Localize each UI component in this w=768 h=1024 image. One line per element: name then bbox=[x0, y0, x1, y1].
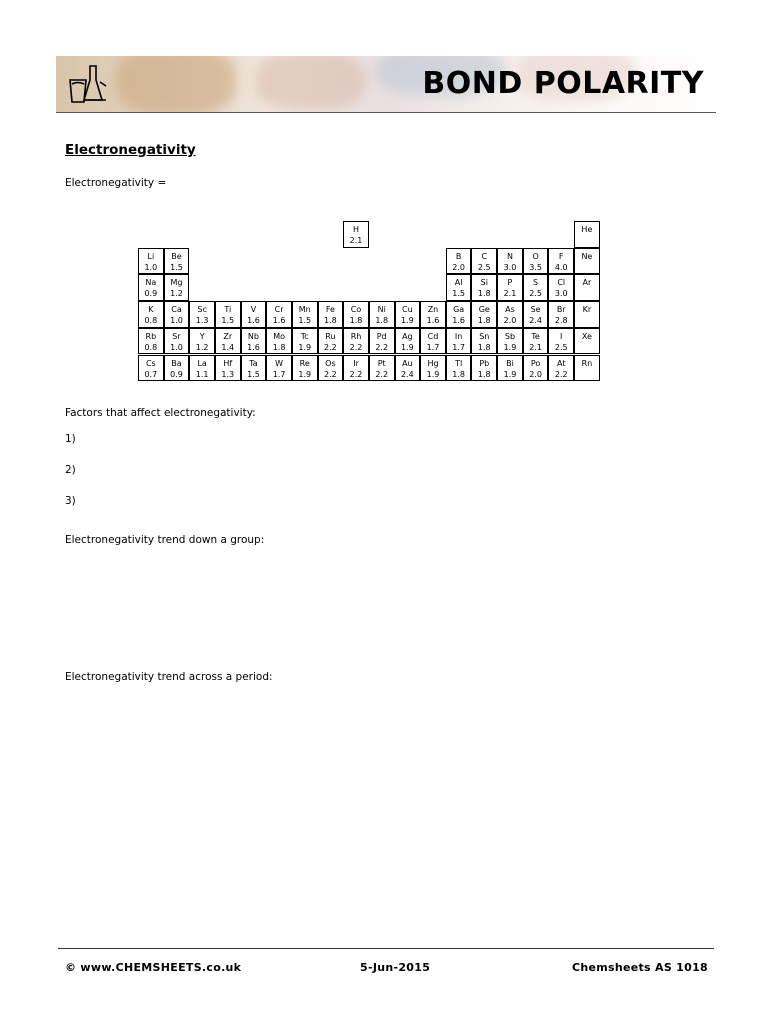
electronegativity-value: 1.8 bbox=[349, 316, 363, 326]
element-cell bbox=[574, 355, 600, 382]
element-symbol: Be bbox=[171, 251, 182, 261]
factor-number: 3) bbox=[65, 495, 76, 507]
electronegativity-value: 2.2 bbox=[349, 369, 363, 379]
element-symbol: Li bbox=[147, 251, 155, 261]
element-symbol: Mn bbox=[298, 305, 311, 315]
element-symbol: La bbox=[197, 358, 207, 368]
electronegativity-value: 1.8 bbox=[477, 342, 491, 352]
element-cell bbox=[164, 248, 190, 275]
element-symbol: K bbox=[148, 305, 154, 315]
element-cell bbox=[574, 221, 600, 248]
element-cell bbox=[343, 221, 369, 248]
element-symbol: Re bbox=[299, 358, 310, 368]
electronegativity-value: 2.0 bbox=[452, 262, 465, 272]
electronegativity-value: 1.0 bbox=[170, 342, 183, 352]
element-symbol: V bbox=[250, 305, 257, 315]
element-cell bbox=[574, 248, 600, 275]
electronegativity-value: 2.0 bbox=[529, 369, 542, 379]
element-symbol: Ru bbox=[325, 331, 336, 341]
element-symbol: Bi bbox=[506, 358, 514, 368]
element-cell bbox=[574, 301, 600, 328]
element-symbol: Ge bbox=[478, 305, 490, 315]
element-symbol: Te bbox=[531, 331, 540, 341]
element-cell bbox=[266, 355, 292, 382]
element-symbol: C bbox=[481, 251, 488, 261]
electronegativity-value: 1.1 bbox=[195, 369, 209, 379]
element-symbol: Pt bbox=[377, 358, 386, 368]
element-symbol: Au bbox=[402, 358, 413, 368]
element-symbol: Al bbox=[454, 278, 463, 288]
element-cell bbox=[471, 248, 497, 275]
electronegativity-value: 1.9 bbox=[298, 369, 312, 379]
electronegativity-value: 2.8 bbox=[554, 316, 568, 326]
electronegativity-value: 2.5 bbox=[477, 262, 491, 272]
element-cell bbox=[497, 328, 523, 355]
element-cell bbox=[395, 355, 421, 382]
footer-website: © www.CHEMSHEETS.co.uk bbox=[65, 961, 242, 974]
element-symbol: Mo bbox=[273, 331, 285, 341]
element-cell bbox=[241, 301, 267, 328]
electronegativity-value: 2.2 bbox=[375, 342, 389, 352]
electronegativity-value: 1.7 bbox=[272, 369, 286, 379]
banner-decoration bbox=[116, 56, 236, 113]
electronegativity-value: 1.5 bbox=[452, 289, 465, 299]
element-cell bbox=[523, 248, 549, 275]
element-cell bbox=[164, 355, 190, 382]
element-cell bbox=[420, 355, 446, 382]
electronegativity-value: 1.8 bbox=[324, 316, 337, 326]
banner-decoration bbox=[256, 56, 366, 111]
element-symbol: Ir bbox=[353, 358, 359, 368]
element-cell bbox=[523, 328, 549, 355]
electronegativity-value: 1.7 bbox=[452, 342, 465, 352]
element-symbol: He bbox=[581, 225, 593, 234]
electronegativity-value: 2.2 bbox=[554, 369, 568, 379]
electronegativity-value: 1.5 bbox=[170, 262, 183, 272]
electronegativity-value: 1.9 bbox=[503, 369, 517, 379]
element-symbol: Sr bbox=[172, 331, 181, 341]
electronegativity-value: 1.8 bbox=[375, 316, 389, 326]
footer-divider bbox=[58, 948, 714, 949]
element-cell bbox=[497, 301, 523, 328]
element-symbol: Na bbox=[145, 278, 157, 288]
element-cell bbox=[548, 274, 574, 301]
element-cell bbox=[164, 301, 190, 328]
element-cell bbox=[189, 301, 215, 328]
element-symbol: Po bbox=[530, 358, 541, 368]
element-symbol: P bbox=[507, 278, 513, 288]
electronegativity-value: 2.0 bbox=[503, 316, 517, 326]
element-cell bbox=[343, 328, 369, 355]
element-cell bbox=[446, 248, 472, 275]
element-symbol: Hg bbox=[427, 358, 439, 368]
element-cell bbox=[497, 248, 523, 275]
element-symbol: Cs bbox=[145, 358, 156, 368]
electronegativity-value: 2.1 bbox=[529, 342, 542, 352]
element-cell bbox=[497, 274, 523, 301]
electronegativity-value: 1.2 bbox=[170, 289, 183, 299]
electronegativity-value: 1.0 bbox=[144, 262, 158, 272]
element-cell bbox=[446, 274, 472, 301]
element-symbol: Zr bbox=[223, 331, 233, 341]
element-symbol: As bbox=[505, 305, 515, 315]
element-symbol: Rb bbox=[145, 331, 157, 341]
element-cell bbox=[471, 328, 497, 355]
factors-label: Factors that affect electronegativity: bbox=[65, 407, 256, 419]
element-cell bbox=[318, 301, 344, 328]
element-cell bbox=[138, 248, 164, 275]
factor-number: 2) bbox=[65, 464, 76, 476]
element-cell bbox=[471, 355, 497, 382]
element-symbol: Br bbox=[556, 305, 566, 315]
element-cell bbox=[446, 355, 472, 382]
element-symbol: Ca bbox=[171, 305, 182, 315]
electronegativity-value: 1.9 bbox=[426, 369, 440, 379]
element-cell bbox=[241, 328, 267, 355]
element-symbol: N bbox=[506, 251, 513, 261]
element-cell bbox=[189, 355, 215, 382]
element-symbol: W bbox=[275, 358, 284, 368]
element-symbol: I bbox=[560, 331, 563, 341]
electronegativity-value: 3.0 bbox=[554, 289, 568, 299]
electronegativity-value: 0.7 bbox=[144, 369, 158, 379]
element-cell bbox=[138, 355, 164, 382]
electronegativity-value: 1.6 bbox=[452, 316, 465, 326]
electronegativity-value: 1.6 bbox=[247, 316, 260, 326]
element-symbol: Y bbox=[199, 331, 205, 341]
electronegativity-value: 2.4 bbox=[529, 316, 542, 326]
element-cell bbox=[395, 301, 421, 328]
electronegativity-value: 1.5 bbox=[221, 316, 235, 326]
electronegativity-value: 1.3 bbox=[221, 369, 235, 379]
element-cell bbox=[164, 274, 190, 301]
element-symbol: In bbox=[454, 331, 463, 341]
element-symbol: F bbox=[558, 251, 564, 261]
electronegativity-value: 1.9 bbox=[298, 342, 312, 352]
element-cell bbox=[395, 328, 421, 355]
element-cell bbox=[497, 355, 523, 382]
element-symbol: Pd bbox=[376, 331, 387, 341]
electronegativity-value: 2.1 bbox=[503, 289, 517, 299]
electronegativity-value: 2.5 bbox=[554, 342, 568, 352]
element-cell bbox=[548, 248, 574, 275]
element-symbol: Ne bbox=[581, 251, 593, 261]
element-symbol: Cr bbox=[274, 305, 284, 315]
element-symbol: Hf bbox=[223, 358, 233, 368]
element-cell bbox=[343, 301, 369, 328]
element-symbol: Ti bbox=[224, 305, 232, 315]
electronegativity-value: 2.2 bbox=[349, 342, 363, 352]
header-banner bbox=[56, 56, 716, 113]
element-symbol: Sc bbox=[197, 305, 207, 315]
element-cell bbox=[471, 301, 497, 328]
electronegativity-value: 2.1 bbox=[349, 236, 363, 245]
element-cell bbox=[292, 355, 318, 382]
section-title: Electronegativity bbox=[65, 142, 196, 158]
element-symbol: Zn bbox=[427, 305, 439, 315]
element-cell bbox=[164, 328, 190, 355]
element-symbol: H bbox=[353, 225, 360, 234]
element-symbol: Ar bbox=[582, 278, 592, 288]
element-cell bbox=[343, 355, 369, 382]
element-cell bbox=[548, 328, 574, 355]
electronegativity-value: 1.8 bbox=[477, 289, 491, 299]
page-title: BOND POLARITY bbox=[422, 66, 704, 101]
electronegativity-value: 1.8 bbox=[452, 369, 465, 379]
element-symbol: Cl bbox=[557, 278, 566, 288]
element-symbol: Ag bbox=[402, 331, 413, 341]
element-symbol: Tl bbox=[455, 358, 463, 368]
element-symbol: Fe bbox=[325, 305, 335, 315]
element-symbol: Nb bbox=[247, 331, 259, 341]
electronegativity-value: 1.6 bbox=[426, 316, 440, 326]
element-symbol: Ba bbox=[171, 358, 182, 368]
electronegativity-value: 1.5 bbox=[298, 316, 312, 326]
element-cell bbox=[548, 301, 574, 328]
electronegativity-value: 3.5 bbox=[529, 262, 542, 272]
element-cell bbox=[215, 301, 241, 328]
electronegativity-value: 1.9 bbox=[503, 342, 517, 352]
element-cell bbox=[138, 274, 164, 301]
element-cell bbox=[471, 274, 497, 301]
element-cell bbox=[292, 328, 318, 355]
electronegativity-value: 1.3 bbox=[195, 316, 209, 326]
element-symbol: B bbox=[455, 251, 462, 261]
element-symbol: Rn bbox=[581, 358, 593, 368]
footer-code: Chemsheets AS 1018 bbox=[571, 961, 708, 974]
element-cell bbox=[138, 328, 164, 355]
element-symbol: Cd bbox=[427, 331, 439, 341]
element-symbol: Tc bbox=[300, 331, 309, 341]
electronegativity-value: 1.8 bbox=[272, 342, 286, 352]
electronegativity-value: 1.6 bbox=[247, 342, 260, 352]
electronegativity-value: 2.2 bbox=[375, 369, 389, 379]
electronegativity-value: 2.4 bbox=[400, 369, 414, 379]
element-symbol: Xe bbox=[581, 331, 592, 341]
electronegativity-value: 1.0 bbox=[170, 316, 183, 326]
lab-glassware-icon bbox=[64, 62, 110, 108]
element-symbol: Ta bbox=[249, 358, 258, 368]
element-cell bbox=[266, 328, 292, 355]
element-symbol: Se bbox=[530, 305, 541, 315]
electronegativity-value: 0.8 bbox=[144, 316, 158, 326]
element-symbol: O bbox=[532, 251, 539, 261]
element-cell bbox=[420, 301, 446, 328]
electronegativity-value: 1.7 bbox=[426, 342, 440, 352]
element-cell bbox=[523, 274, 549, 301]
element-symbol: Mg bbox=[170, 278, 183, 288]
element-symbol: Ni bbox=[377, 305, 386, 315]
electronegativity-value: 2.5 bbox=[529, 289, 542, 299]
trend-group-label: Electronegativity trend down a group: bbox=[65, 534, 265, 546]
element-cell bbox=[446, 328, 472, 355]
electronegativity-value: 1.2 bbox=[195, 342, 209, 352]
element-symbol: Os bbox=[325, 358, 336, 368]
trend-period-label: Electronegativity trend across a period: bbox=[65, 671, 273, 683]
electronegativity-value: 1.9 bbox=[400, 342, 414, 352]
element-symbol: Sn bbox=[479, 331, 490, 341]
element-cell bbox=[241, 355, 267, 382]
electronegativity-value: 1.8 bbox=[477, 369, 491, 379]
element-cell bbox=[420, 328, 446, 355]
electronegativity-value: 1.9 bbox=[400, 316, 414, 326]
element-cell bbox=[446, 301, 472, 328]
element-cell bbox=[523, 301, 549, 328]
element-symbol: Sb bbox=[504, 331, 516, 341]
element-symbol: S bbox=[533, 278, 539, 288]
element-cell bbox=[318, 328, 344, 355]
element-cell bbox=[318, 355, 344, 382]
element-cell bbox=[548, 355, 574, 382]
element-symbol: Si bbox=[480, 278, 488, 288]
element-cell bbox=[189, 328, 215, 355]
electronegativity-value: 2.2 bbox=[324, 342, 337, 352]
element-cell bbox=[523, 355, 549, 382]
element-cell bbox=[369, 328, 395, 355]
element-symbol: Kr bbox=[582, 305, 592, 315]
electronegativity-value: 4.0 bbox=[554, 262, 568, 272]
factor-number: 1) bbox=[65, 433, 76, 445]
definition-label: Electronegativity = bbox=[65, 177, 167, 189]
electronegativity-value: 0.9 bbox=[170, 369, 183, 379]
element-symbol: At bbox=[557, 358, 566, 368]
element-cell bbox=[292, 301, 318, 328]
electronegativity-value: 1.8 bbox=[477, 316, 491, 326]
element-cell bbox=[574, 328, 600, 355]
element-cell bbox=[138, 301, 164, 328]
element-symbol: Ga bbox=[453, 305, 465, 315]
electronegativity-value: 2.2 bbox=[324, 369, 337, 379]
electronegativity-value: 3.0 bbox=[503, 262, 517, 272]
element-cell bbox=[369, 355, 395, 382]
electronegativity-value: 0.8 bbox=[144, 342, 158, 352]
electronegativity-value: 1.5 bbox=[247, 369, 260, 379]
element-cell bbox=[574, 274, 600, 301]
footer-date: 5-Jun-2015 bbox=[360, 961, 431, 974]
electronegativity-value: 0.9 bbox=[144, 289, 158, 299]
element-cell bbox=[369, 301, 395, 328]
element-symbol: Rh bbox=[350, 331, 362, 341]
element-symbol: Co bbox=[350, 305, 362, 315]
electronegativity-value: 1.4 bbox=[221, 342, 235, 352]
element-cell bbox=[215, 328, 241, 355]
element-symbol: Pb bbox=[479, 358, 490, 368]
element-cell bbox=[266, 301, 292, 328]
element-symbol: Cu bbox=[402, 305, 413, 315]
electronegativity-value: 1.6 bbox=[272, 316, 286, 326]
element-cell bbox=[215, 355, 241, 382]
